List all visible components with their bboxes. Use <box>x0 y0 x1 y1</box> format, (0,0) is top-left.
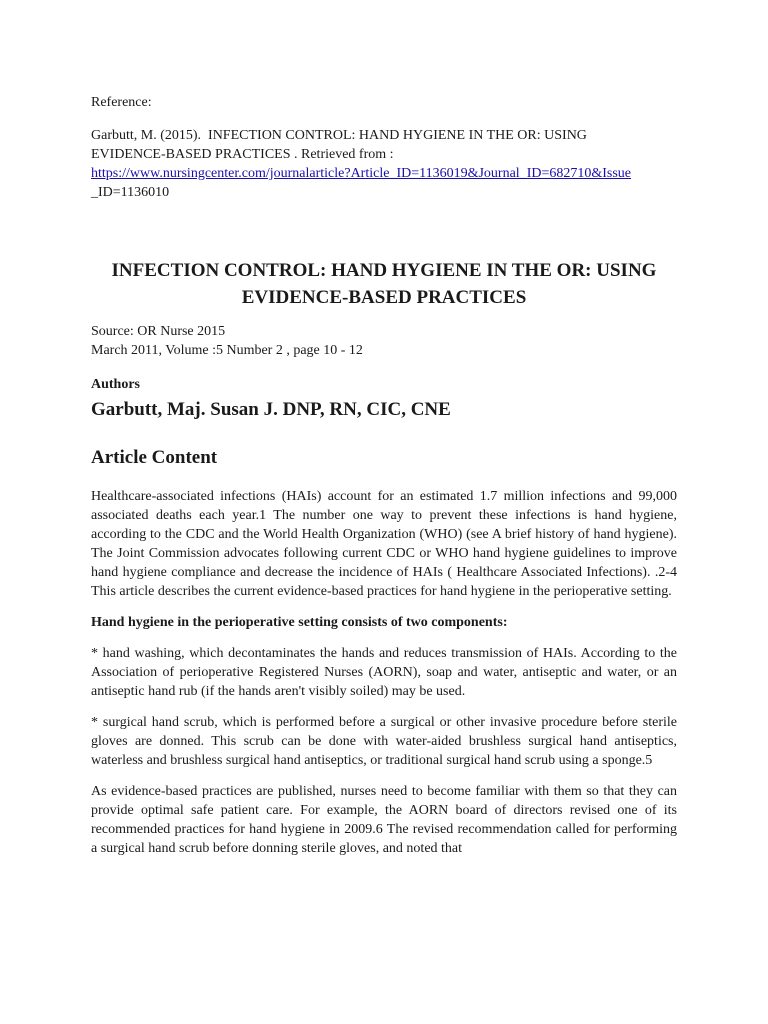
article-source <box>91 322 363 360</box>
paragraph-intro: Healthcare-associated infections (HAIs) account for an estimated 1.7 million infections and 99,000 associated deaths each year.1 The number one way to prevent these infections is hand hygiene, according to the CDC and the World Health Organization (WHO) (see A brief history of hand hygiene). The Joint Commission advocates following current CDC or WHO hand hygiene guidelines to improve hand hygiene compliance and decrease the incidence of HAIs ( Healthcare Associated Infections). .2-4 This article describes the current evidence-based practices for hand hygiene in the perioperative setting. <box>91 489 677 599</box>
paragraph-evidence: As evidence-based practices are published, nurses need to become familiar with them so that they can provide optimal safe patient care. For example, the AORN board of directors revised one of its recommended practices for hand hygiene in 2009.6 The revised recommendation called for performing a surgical hand scrub before donning sterile gloves, and noted that <box>91 784 677 856</box>
reference-citation <box>91 126 681 202</box>
citation-line-1: Garbutt, M. (2015). INFECTION CONTROL: HAND HYGIENE IN THE OR: USING <box>91 128 587 143</box>
reference-link[interactable]: https://www.nursingcenter.com/journalarticle?Article_ID=1136019&Journal_ID=682710&Issue <box>91 166 632 181</box>
reference-link-tail: _ID=1136010 <box>91 185 170 200</box>
source-line-1: Source: OR Nurse 2015 <box>91 324 226 339</box>
citation-line-2: EVIDENCE-BASED PRACTICES . Retrieved from : <box>91 147 394 162</box>
paragraph-components-heading: Hand hygiene in the perioperative setting consists of two components: <box>91 615 508 630</box>
paragraph-surgical-scrub: * surgical hand scrub, which is performed before a surgical or other invasive procedure before sterile gloves are donned. This scrub can be done with water-aided brushless surgical hand antiseptics, waterless and brushless surgical hand antiseptics, or traditional surgical hand scrub using a sponge.5 <box>91 715 677 768</box>
author-name: Garbutt, Maj. Susan J. DNP, RN, CIC, CNE <box>91 399 451 420</box>
source-line-2: March 2011, Volume :5 Number 2 , page 10 - 12 <box>91 343 363 358</box>
content-heading: Article Content <box>91 447 218 468</box>
paragraph-hand-washing: * hand washing, which decontaminates the hands and reduces transmission of HAIs. According to the Association of perioperative Registered Nurses (AORN), soap and water, antiseptic and water, or an antiseptic hand rub (if the hands aren't visibly soiled) may be used. <box>91 646 677 699</box>
article-title-line-1: INFECTION CONTROL: HAND HYGIENE IN THE OR: USING <box>111 260 657 281</box>
article-title <box>91 257 677 311</box>
article-body <box>91 487 677 870</box>
authors-label: Authors <box>91 377 141 392</box>
reference-label: Reference: <box>91 95 152 110</box>
article-title-line-2: EVIDENCE-BASED PRACTICES <box>241 287 527 308</box>
